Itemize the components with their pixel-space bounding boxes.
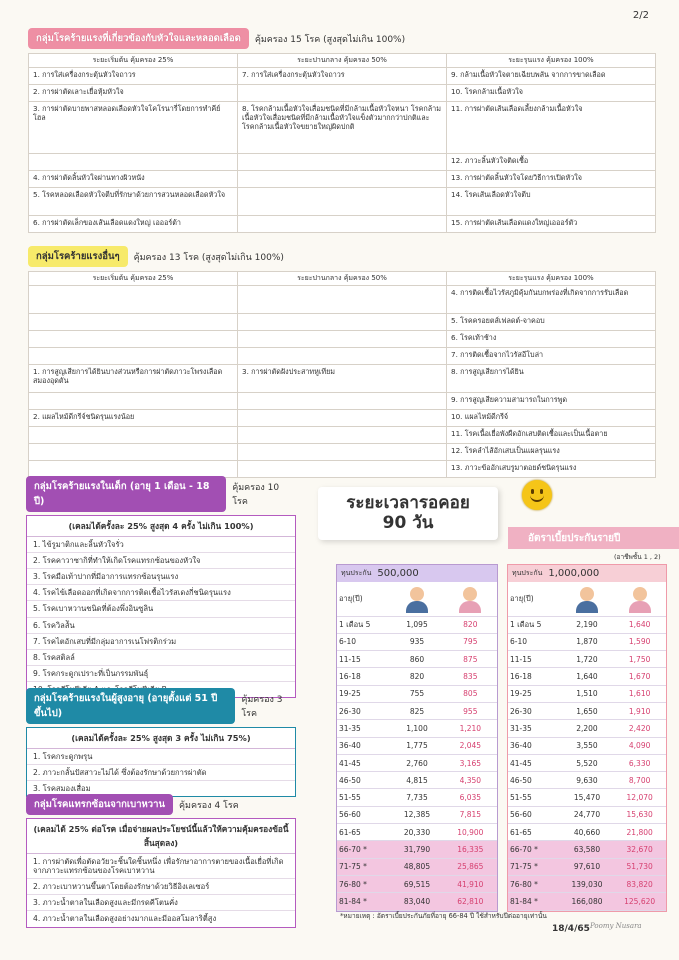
list-item: 1. โรคกระดูกพรุน xyxy=(27,749,295,765)
male-premium: 935 xyxy=(390,633,443,650)
premium-row xyxy=(508,720,666,737)
section-title: กลุ่มโรคแทรกซ้อนจากเบาหวาน xyxy=(26,794,173,815)
male-avatar-icon xyxy=(390,582,443,616)
sum-label: ทุนประกัน xyxy=(512,569,543,577)
premium-row xyxy=(337,737,497,754)
table-cell: 7. การติดเชื้อจากไวรัสอีโบล่า xyxy=(447,347,656,364)
table-cell: 13. การผ่าตัดลิ้นหัวใจโดยวิธีการเปิดหัวใจ xyxy=(447,170,656,187)
list-item: 8. โรคสติลล์ xyxy=(27,650,295,666)
table-cell: 1. การสูญเสียการได้ยินบางส่วนหรือการผ่าตัดภาวะโพรงเลือดสมองอุดตัน xyxy=(29,364,238,392)
male-premium: 48,805 xyxy=(390,858,443,875)
table-cell: 11. การผ่าตัดเส้นเลือดเลี้ยงกล้ามเนื้อหัวใจ xyxy=(447,101,656,153)
coverage-text: คุ้มครอง 13 โรค (สูงสุดไม่เกิน 100%) xyxy=(133,252,284,263)
female-premium: 1,750 xyxy=(613,651,666,668)
male-premium: 1,650 xyxy=(561,702,614,719)
age-range: 19-25 xyxy=(337,685,390,702)
smiley-icon xyxy=(522,480,552,510)
male-premium: 2,760 xyxy=(390,754,443,771)
age-range: 36-40 xyxy=(337,737,390,754)
premium-row xyxy=(337,633,497,650)
female-premium: 8,700 xyxy=(613,772,666,789)
page-number: 2/2 xyxy=(632,10,649,21)
age-range: 11-15 xyxy=(337,651,390,668)
female-premium: 835 xyxy=(444,668,497,685)
male-avatar-icon xyxy=(561,582,614,616)
table-cell: 9. การสูญเสียความสามารถในการพูด xyxy=(447,392,656,409)
premium-row xyxy=(508,772,666,789)
table-cell: 11. โรคเนื้อเยื่อพังผืดอักเสบติดเชื้อและเป็นเนื้อตาย xyxy=(447,426,656,443)
age-header: อายุ(ปี) xyxy=(337,582,390,616)
table-cell: 2. แผลไหม้ดีกรีจ์ชนิดรุนแรงน้อย xyxy=(29,409,238,426)
male-premium: 5,520 xyxy=(561,754,614,771)
age-range: 51-55 xyxy=(508,789,561,806)
male-premium: 20,330 xyxy=(390,824,443,841)
age-range: 41-45 xyxy=(337,754,390,771)
table-cell xyxy=(238,409,447,426)
table-cell xyxy=(29,347,238,364)
table-row xyxy=(29,101,656,153)
table-cell xyxy=(29,460,238,477)
other-disease-table xyxy=(28,271,656,478)
age-range: 56-60 xyxy=(337,806,390,823)
female-premium: 6,330 xyxy=(613,754,666,771)
elderly-disease-section xyxy=(26,688,296,797)
footnote: *หมายเหตุ : อัตราเบี้ยประกันภัยที่อายุ 66-84 ปี ใช้สำหรับปีต่ออายุเท่านั้น xyxy=(340,912,547,920)
premium-row xyxy=(337,789,497,806)
premium-row xyxy=(337,893,497,910)
male-premium: 9,630 xyxy=(561,772,614,789)
table-cell xyxy=(238,187,447,215)
table-cell: 8. โรคกล้ามเนื้อหัวใจเสื่อมชนิดที่มีกล้ามเนื้อหัวใจหนา โรคกล้ามเนื้อหัวใจเสื่อมชนิดที่มีกล้ามเนื้อหัวใจแข็งตัวมากกว่าปกติและโรคกล้ามเนื้อหัวใจขยายใหญ่ผิดปกติ xyxy=(238,101,447,153)
male-premium: 7,735 xyxy=(390,789,443,806)
table-cell xyxy=(238,460,447,477)
male-premium: 166,080 xyxy=(561,893,614,910)
female-premium: 1,670 xyxy=(613,668,666,685)
table-cell: 2. การผ่าตัดเลาะเยื่อหุ้มหัวใจ xyxy=(29,84,238,101)
premium-row xyxy=(337,685,497,702)
female-premium: 1,640 xyxy=(613,616,666,633)
female-premium: 1,910 xyxy=(613,702,666,719)
table-cell xyxy=(238,285,447,313)
table-cell xyxy=(29,426,238,443)
premium-row xyxy=(508,737,666,754)
table-row xyxy=(29,409,656,426)
age-range: 26-30 xyxy=(508,702,561,719)
heart-disease-section xyxy=(28,28,656,233)
female-premium: 805 xyxy=(444,685,497,702)
premium-row xyxy=(508,633,666,650)
male-premium: 860 xyxy=(390,651,443,668)
female-premium: 12,070 xyxy=(613,789,666,806)
female-premium: 32,670 xyxy=(613,841,666,858)
table-cell: 10. โรคกล้ามเนื้อหัวใจ xyxy=(447,84,656,101)
list-item: 9. โรคกระดูกเปราะที่เป็นกรรมพันธุ์ xyxy=(27,666,295,682)
female-premium: 3,165 xyxy=(444,754,497,771)
female-premium: 41,910 xyxy=(444,875,497,892)
male-premium: 4,815 xyxy=(390,772,443,789)
age-range: 61-65 xyxy=(337,824,390,841)
male-premium: 40,660 xyxy=(561,824,614,841)
age-range: 71-75 * xyxy=(508,858,561,875)
table-row xyxy=(29,84,656,101)
list-item: 6. โรควิลส์ัน xyxy=(27,618,295,634)
female-premium: 2,420 xyxy=(613,720,666,737)
age-range: 51-55 xyxy=(337,789,390,806)
premium-row xyxy=(508,685,666,702)
table-cell xyxy=(238,330,447,347)
table-cell xyxy=(238,443,447,460)
premium-row xyxy=(337,824,497,841)
list-item: 4. ภาวะน้ำตาลในเลือดสูงอย่างมากและมีออสโมลาริตี้สูง xyxy=(33,914,217,924)
waiting-period-title: ระยะเวลารอคอย xyxy=(346,493,470,513)
male-premium: 69,515 xyxy=(390,875,443,892)
age-range: 81-84 * xyxy=(337,893,390,910)
age-range: 41-45 xyxy=(508,754,561,771)
female-premium: 820 xyxy=(444,616,497,633)
male-premium: 1,095 xyxy=(390,616,443,633)
premium-row xyxy=(508,875,666,892)
female-premium: 1,210 xyxy=(444,720,497,737)
table-cell: 14. โรคเส้นเลือดหัวใจตีบ xyxy=(447,187,656,215)
age-range: 31-35 xyxy=(508,720,561,737)
male-premium: 1,640 xyxy=(561,668,614,685)
age-range: 61-65 xyxy=(508,824,561,841)
female-premium: 4,350 xyxy=(444,772,497,789)
male-premium: 12,385 xyxy=(390,806,443,823)
coverage-text: คุ้มครอง 4 โรค xyxy=(178,800,239,811)
table-cell xyxy=(238,153,447,170)
premium-row xyxy=(508,893,666,910)
age-range: 46-50 xyxy=(508,772,561,789)
waiting-period-days: 90 วัน xyxy=(382,513,434,534)
age-range: 1 เดือน 5 xyxy=(337,616,390,633)
premium-row xyxy=(337,720,497,737)
list-item: 1. ไข้รูมาติกและลิ้นหัวใจรั่ว xyxy=(27,537,295,553)
premium-row xyxy=(337,616,497,633)
table-cell: 1. การใส่เครื่องกระตุ้นหัวใจถาวร xyxy=(29,67,238,84)
child-disease-list xyxy=(26,515,296,698)
female-premium: 25,865 xyxy=(444,858,497,875)
claim-condition: (เคลมได้ครั้งละ 25% สูงสุด 3 ครั้ง ไม่เกิน 75%) xyxy=(27,728,295,749)
male-premium: 820 xyxy=(390,668,443,685)
female-avatar-icon xyxy=(444,582,497,616)
heart-disease-table xyxy=(28,53,656,233)
occupation-class: (อาชีพชั้น 1 , 2) xyxy=(614,553,661,561)
list-item: 2. โรคคาวาซากิที่ทำให้เกิดโรคแทรกซ้อนของหัวใจ xyxy=(27,553,295,569)
age-range: 31-35 xyxy=(337,720,390,737)
list-item: 3. โรคสมองเสื่อม xyxy=(33,784,91,794)
section-title: กลุ่มโรคร้ายแรงในผู้สูงอายุ (อายุตั้งแต่ 51 ปีขึ้นไป) xyxy=(26,688,235,724)
table-cell xyxy=(238,347,447,364)
list-item: 1. การผ่าตัดเพื่อตัดอวัยวะชิ้นใดชิ้นหนึ่ง เพื่อรักษาอาการตายของเนื้อเยื่อที่เกิดจากภาวะแทรกซ้อนของโรคเบาหวาน xyxy=(27,854,295,879)
table-cell: 6. การผ่าตัดเล็กของเส้นเลือดแดงใหญ่ เอออร์ต้า xyxy=(29,215,238,232)
table-cell xyxy=(238,215,447,232)
table-cell: 15. การผ่าตัดเส้นเลือดแดงใหญ่เอออร์ตัว xyxy=(447,215,656,232)
premium-row xyxy=(508,616,666,633)
premium-row xyxy=(508,668,666,685)
table-row xyxy=(29,153,656,170)
male-premium: 2,190 xyxy=(561,616,614,633)
coverage-text: คุ้มครอง 3 โรค xyxy=(241,695,283,719)
female-premium: 2,045 xyxy=(444,737,497,754)
list-item: 7. โรคไตอักเสบที่มีกลุ่มอาการเนโฟรติกร่วม xyxy=(27,634,295,650)
table-row xyxy=(29,215,656,232)
premium-table-1m xyxy=(507,564,667,912)
male-premium: 83,040 xyxy=(390,893,443,910)
table-cell xyxy=(238,426,447,443)
column-header: ระยะปานกลาง คุ้มครอง 50% xyxy=(238,272,447,286)
table-cell: 4. การผ่าตัดลิ้นหัวใจผ่านทางผิวหนัง xyxy=(29,170,238,187)
claim-condition: (เคลมได้ 25% ต่อโรค เมื่อจ่ายผลประโยชน์นี้แล้วให้ความคุ้มครองข้อนี้สิ้นสุดลง) xyxy=(27,819,295,854)
table-cell: 3. การผ่าตัดฝังประสาทหูเทียม xyxy=(238,364,447,392)
age-range: 46-50 xyxy=(337,772,390,789)
male-premium: 63,580 xyxy=(561,841,614,858)
male-premium: 24,770 xyxy=(561,806,614,823)
male-premium: 755 xyxy=(390,685,443,702)
female-premium: 10,900 xyxy=(444,824,497,841)
premium-row xyxy=(337,668,497,685)
table-cell: 5. โรคครอยตส์เฟลดต์-จาคอบ xyxy=(447,313,656,330)
column-header: ระยะปานกลาง คุ้มครอง 50% xyxy=(238,54,447,68)
premium-row xyxy=(337,875,497,892)
male-premium: 1,720 xyxy=(561,651,614,668)
age-range: 6-10 xyxy=(508,633,561,650)
diabetes-section xyxy=(26,794,296,928)
age-range: 11-15 xyxy=(508,651,561,668)
table-row xyxy=(29,187,656,215)
female-premium: 51,730 xyxy=(613,858,666,875)
premium-row xyxy=(337,858,497,875)
female-premium: 4,090 xyxy=(613,737,666,754)
sum-label: ทุนประกัน xyxy=(341,569,372,577)
table-cell xyxy=(29,392,238,409)
child-disease-section xyxy=(26,476,296,698)
table-row xyxy=(29,347,656,364)
list-item: 5. โรคเบาหวานชนิดที่ต้องพึ่งอินซูลิน xyxy=(27,601,295,617)
diabetes-list xyxy=(26,818,296,928)
age-range: 76-80 * xyxy=(337,875,390,892)
table-cell: 7. การใส่เครื่องกระตุ้นหัวใจถาวร xyxy=(238,67,447,84)
coverage-text: คุ้มครอง 15 โรค (สูงสุดไม่เกิน 100%) xyxy=(254,34,406,45)
male-premium: 139,030 xyxy=(561,875,614,892)
female-premium: 6,035 xyxy=(444,789,497,806)
premium-row xyxy=(508,651,666,668)
table-row xyxy=(29,170,656,187)
male-premium: 2,200 xyxy=(561,720,614,737)
male-premium: 1,775 xyxy=(390,737,443,754)
female-premium: 83,820 xyxy=(613,875,666,892)
premium-row xyxy=(337,772,497,789)
age-range: 66-70 * xyxy=(337,841,390,858)
table-cell xyxy=(238,313,447,330)
table-cell: 12. ภาวะลิ้นหัวใจติดเชื้อ xyxy=(447,153,656,170)
sum-insured: 1,000,000 xyxy=(548,568,600,579)
male-premium: 1,510 xyxy=(561,685,614,702)
female-premium: 875 xyxy=(444,651,497,668)
table-row xyxy=(29,313,656,330)
female-premium: 15,630 xyxy=(613,806,666,823)
age-range: 71-75 * xyxy=(337,858,390,875)
column-header: ระยะรุนแรง คุ้มครอง 100% xyxy=(447,272,656,286)
waiting-period-card xyxy=(318,487,498,540)
table-cell xyxy=(29,285,238,313)
signature: Poomy Nusara xyxy=(590,922,642,930)
female-premium: 795 xyxy=(444,633,497,650)
age-header: อายุ(ปี) xyxy=(508,582,561,616)
age-range: 19-25 xyxy=(508,685,561,702)
age-range: 6-10 xyxy=(337,633,390,650)
premium-row xyxy=(508,841,666,858)
list-item: 3. ภาวะน้ำตาลในเลือดสูงและมีกรดคีโตนคั่ง xyxy=(27,895,295,911)
table-row xyxy=(29,330,656,347)
female-premium: 16,335 xyxy=(444,841,497,858)
male-premium: 1,100 xyxy=(390,720,443,737)
female-premium: 62,810 xyxy=(444,893,497,910)
female-avatar-icon xyxy=(613,582,666,616)
list-item: 2. ภาวะเบาหวานขึ้นตาโดยต้องรักษาด้วยวิธีอิงเลเซอร์ xyxy=(27,879,295,895)
age-range: 1 เดือน 5 xyxy=(508,616,561,633)
claim-condition: (เคลมได้ครั้งละ 25% สูงสุด 4 ครั้ง ไม่เกิน 100%) xyxy=(27,516,295,537)
table-cell: 4. การติดเชื้อไวรัสภูมิคุ้มกันบกพร่องที่เกิดจากการรับเลือด xyxy=(447,285,656,313)
age-range: 16-18 xyxy=(508,668,561,685)
table-cell: 3. การผ่าตัดบายพาสหลอดเลือดหัวใจโคโรนารี่โดยการทำคีย์โฮล xyxy=(29,101,238,153)
list-item: 4. โรคไข้เลือดออกที่เกิดจากการติดเชื้อไวรัสเดงกี่ชนิดรุนแรง xyxy=(27,585,295,601)
table-row xyxy=(29,285,656,313)
table-cell: 8. การสูญเสียการได้ยิน xyxy=(447,364,656,392)
other-disease-section xyxy=(28,246,656,478)
list-item: 2. ภาวะกลั้นปัสสาวะไม่ได้ ซึ่งต้องรักษาด้วยการผ่าตัด xyxy=(27,765,295,781)
female-premium: 1,610 xyxy=(613,685,666,702)
female-premium: 1,590 xyxy=(613,633,666,650)
premium-row xyxy=(337,651,497,668)
premium-row xyxy=(508,754,666,771)
premium-row xyxy=(337,702,497,719)
table-cell xyxy=(29,153,238,170)
premium-row xyxy=(508,858,666,875)
section-title: กลุ่มโรคร้ายแรงอื่นๆ xyxy=(28,246,128,267)
list-item: 3. โรคมือเท้าปากที่มีอาการแทรกซ้อนรุนแรง xyxy=(27,569,295,585)
male-premium: 3,550 xyxy=(561,737,614,754)
table-cell xyxy=(29,443,238,460)
age-range: 81-84 * xyxy=(508,893,561,910)
premium-table-500k xyxy=(336,564,498,912)
table-row xyxy=(29,364,656,392)
female-premium: 21,800 xyxy=(613,824,666,841)
column-header: ระยะรุนแรง คุ้มครอง 100% xyxy=(447,54,656,68)
female-premium: 955 xyxy=(444,702,497,719)
table-row xyxy=(29,67,656,84)
elderly-disease-list xyxy=(26,727,296,797)
premium-row xyxy=(508,789,666,806)
coverage-text: คุ้มครอง 10 โรค xyxy=(232,483,280,507)
table-row xyxy=(29,392,656,409)
male-premium: 15,470 xyxy=(561,789,614,806)
male-premium: 31,790 xyxy=(390,841,443,858)
premium-row xyxy=(508,806,666,823)
table-cell: 12. โรคลำไส้อักเสบเป็นแผลรุนแรง xyxy=(447,443,656,460)
female-premium: 125,620 xyxy=(613,893,666,910)
table-cell: 10. แผลไหม้ดีกรีจ์ xyxy=(447,409,656,426)
sum-insured: 500,000 xyxy=(377,568,419,579)
table-cell xyxy=(29,330,238,347)
premium-row xyxy=(337,754,497,771)
table-cell: 5. โรคหลอดเลือดหัวใจตีบที่รักษาด้วยการสวนหลอดเลือดหัวใจ xyxy=(29,187,238,215)
table-row xyxy=(29,426,656,443)
age-range: 66-70 * xyxy=(508,841,561,858)
column-header: ระยะเริ่มต้น คุ้มครอง 25% xyxy=(29,272,238,286)
table-cell xyxy=(238,170,447,187)
age-range: 56-60 xyxy=(508,806,561,823)
male-premium: 1,870 xyxy=(561,633,614,650)
table-cell xyxy=(238,84,447,101)
age-range: 26-30 xyxy=(337,702,390,719)
premium-row xyxy=(508,824,666,841)
male-premium: 97,610 xyxy=(561,858,614,875)
section-title: กลุ่มโรคร้ายแรงที่เกี่ยวข้องกับหัวใจและหลอดเลือด xyxy=(28,28,249,49)
age-range: 76-80 * xyxy=(508,875,561,892)
table-row xyxy=(29,443,656,460)
table-cell xyxy=(238,392,447,409)
male-premium: 825 xyxy=(390,702,443,719)
rate-title: อัตราเบี้ยประกันรายปี xyxy=(508,527,679,549)
female-premium: 7,815 xyxy=(444,806,497,823)
column-header: ระยะเริ่มต้น คุ้มครอง 25% xyxy=(29,54,238,68)
age-range: 36-40 xyxy=(508,737,561,754)
table-cell: 9. กล้ามเนื้อหัวใจตายเฉียบพลัน จากการขาดเลือด xyxy=(447,67,656,84)
print-date: 18/4/65 xyxy=(552,924,590,934)
premium-row xyxy=(508,702,666,719)
table-cell: 6. โรคเท้าช้าง xyxy=(447,330,656,347)
table-cell: 13. ภาวะข้ออักเสบรูมาตอยด์ชนิดรุนแรง xyxy=(447,460,656,477)
table-row xyxy=(29,460,656,477)
table-cell xyxy=(29,313,238,330)
premium-row xyxy=(337,841,497,858)
premium-row xyxy=(337,806,497,823)
section-title: กลุ่มโรคร้ายแรงในเด็ก (อายุ 1 เดือน - 18 ปี) xyxy=(26,476,226,512)
age-range: 16-18 xyxy=(337,668,390,685)
